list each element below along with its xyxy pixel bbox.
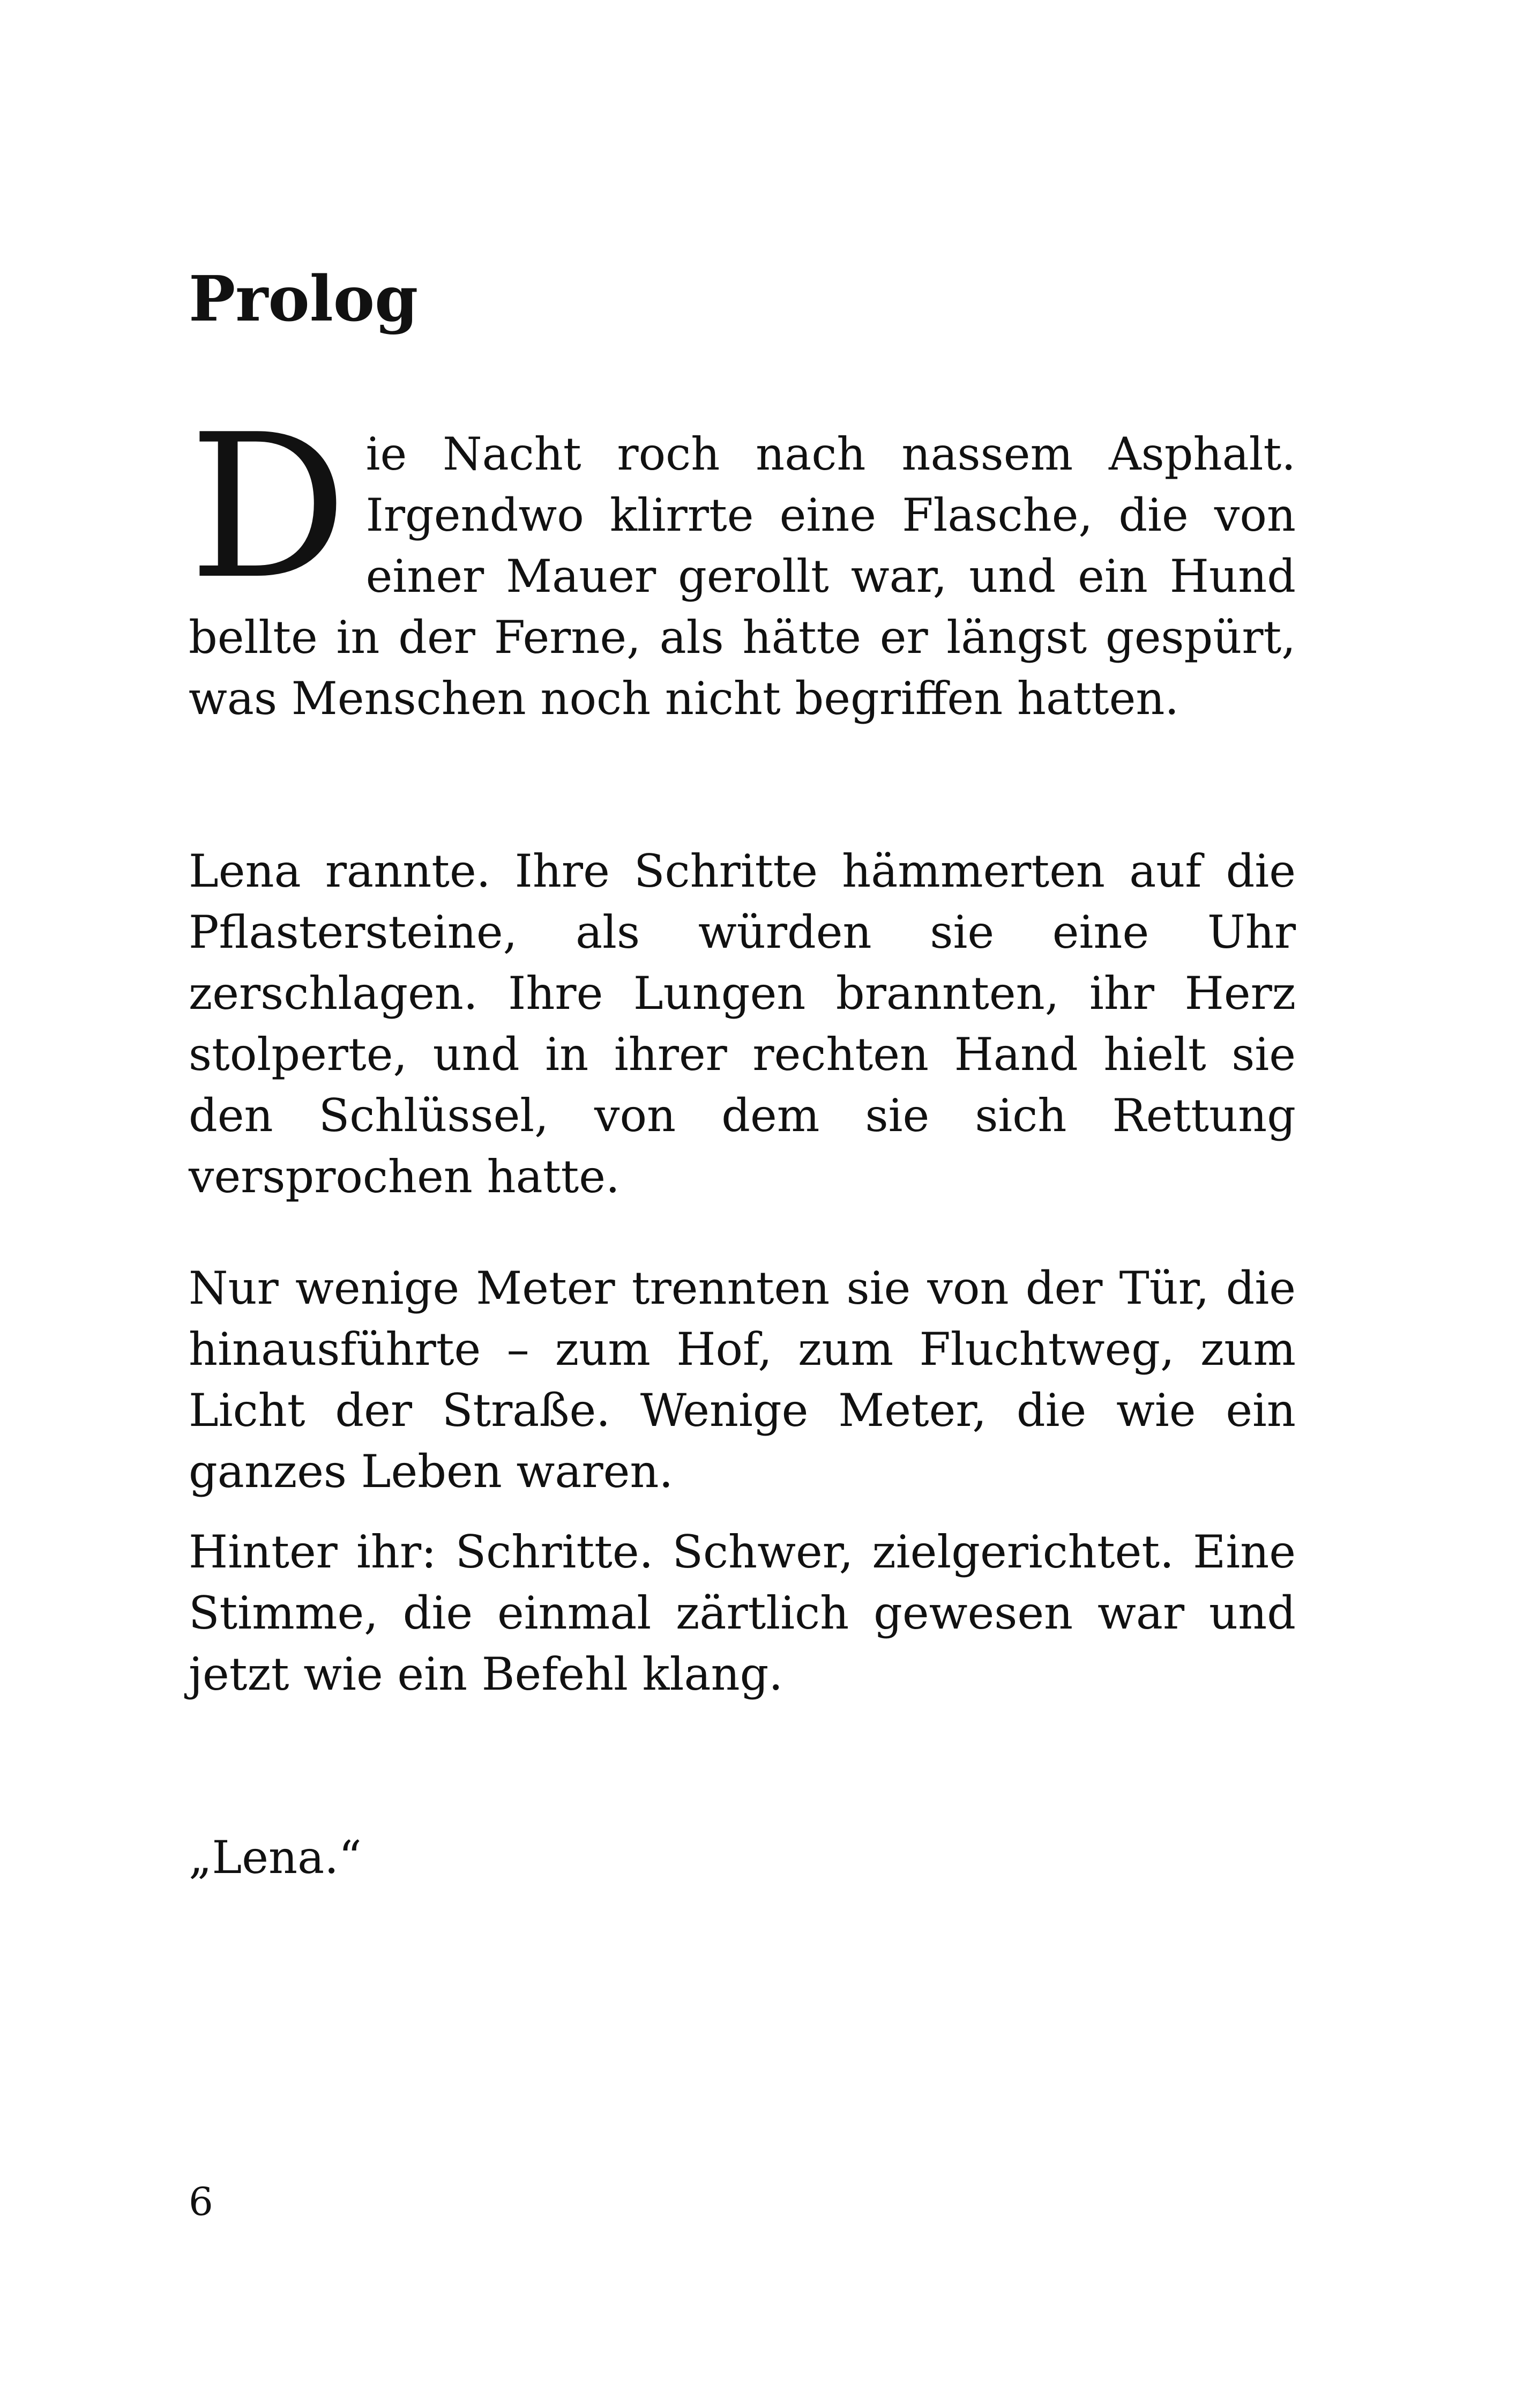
page-number: 6: [189, 2179, 213, 2224]
paragraph-4: Hinter ihr: Schritte. Schwer, zielgerichtet. Eine Stimme, die einmal zärtlich gewesen war und jetzt wie ein Befehl klang.: [189, 1526, 1296, 1700]
paragraph-3: Nur wenige Meter trennten sie von der Tür, die hinausführte – zum Hof, zum Fluchtweg, zum Licht der Straße. Wenige Meter, die wie ein ganzes Leben waren.: [189, 1262, 1296, 1498]
drop-cap: D: [189, 392, 348, 623]
paragraph-2: Lena rannte. Ihre Schritte hämmerten auf die Pflastersteine, als würden sie eine Uhr zerschlagen. Ihre Lungen brannten, ihr Herz stolperte, und in ihrer rechten Hand hielt sie den Schlüssel, von dem sie sich Rettung versprochen hatte.: [189, 845, 1296, 1203]
paragraph-1-text: ie Nacht roch nach nassem Asphalt. Irgendwo klirrte eine Flasche, die von einer Mauer gerollt war, und ein Hund bellte in der Ferne, als hätte er längst gespürt, was Menschen noch nicht begriffen hatten.: [189, 428, 1296, 725]
paragraph-1: [189, 392, 1296, 729]
chapter-title: Prolog: [189, 263, 419, 336]
paragraph-5-dialogue: „Lena.“: [189, 1831, 362, 1884]
